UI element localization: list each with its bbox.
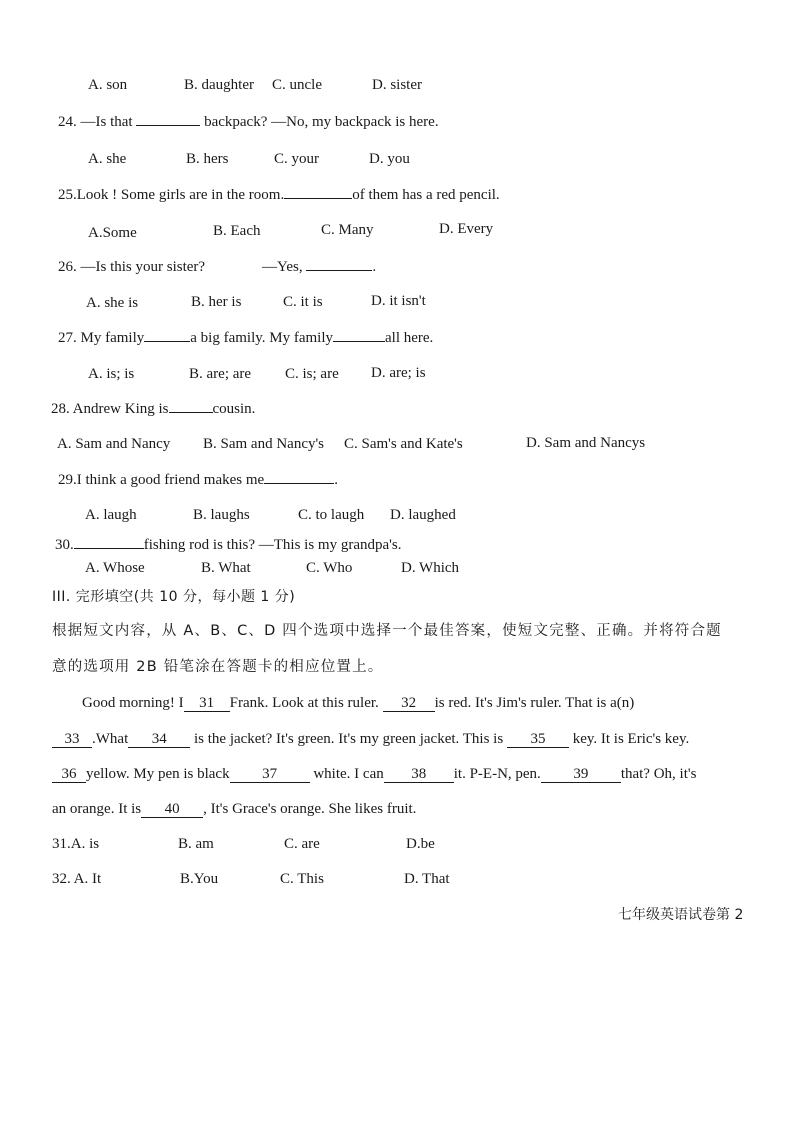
cloze-blank-34: 34 [128,731,190,748]
q30-option-a: A. Whose [85,560,145,576]
q28-option-a: A. Sam and Nancy [57,436,171,452]
passage-line-2: 33 .What 34 is the jacket? It's green. It's my green jacket. This is 35 key. It is Eric's key. [52,730,689,748]
q25-option-d: D. Every [439,221,494,237]
q27-option-b: B. are; are [189,366,252,382]
q29-option-c: C. to laugh [298,507,365,523]
q26-option-d: D. it isn't [371,293,426,309]
passage-line-1: Good morning! I 31 Frank. Look at this ruler. 32 is red. It's Jim's ruler. That is a(n) [82,695,635,711]
question-27: 27. My family a big family. My family all here. [58,330,434,346]
q29-option-d: D. laughed [390,507,456,523]
q31-option-c: C. are [284,836,320,852]
q27-option-c: C. is; are [285,366,339,382]
answer-blank [264,483,334,484]
q28-option-c: C. Sam's and Kate's [344,436,463,452]
q28-option-d: D. Sam and Nancys [526,435,646,451]
q32-option-c: C. This [280,871,324,887]
q31-option-b: B. am [178,836,214,852]
q26-option-b: B. her is [191,294,242,310]
q27-option-d: D. are; is [371,365,426,381]
q29-option-b: B. laughs [193,507,250,523]
answer-blank [144,341,190,342]
section-title: III. 完形填空(共 10 分，每小题 1 分) [52,589,296,605]
cloze-blank-31: 31 [184,695,230,712]
question-30: 30. fishing rod is this? —This is my grandpa's. [55,537,402,553]
cloze-blank-40: 40 [141,801,203,818]
q25-option-b: B. Each [213,223,261,239]
q31-option-d: D.be [406,836,435,852]
cloze-blank-37: 37 [230,766,310,783]
q23-option-a: A. son [88,77,128,93]
q24-option-c: C. your [274,151,319,167]
question-25: 25.Look ! Some girls are in the room. of them has a red pencil. [58,187,500,203]
q28-option-b: B. Sam and Nancy's [203,436,325,452]
question-29: 29.I think a good friend makes me . [58,472,338,488]
q31-option-a: 31.A. is [52,836,100,852]
page-footer: 七年级英语试卷第 2 [618,907,744,923]
q25-option-c: C. Many [321,222,374,238]
answer-blank [284,198,352,199]
q23-option-b: B. daughter [184,77,254,93]
q32-option-d: D. That [404,871,450,887]
q27-option-a: A. is; is [88,366,135,382]
cloze-blank-32: 32 [383,695,435,712]
q32-option-a: 32. A. It [52,871,102,887]
q30-option-b: B. What [201,560,251,576]
section-instructions-line1: 根据短文内容，从 A、B、C、D 四个选项中选择一个最佳答案，使短文完整、正确。并将符合题 [52,623,722,639]
answer-blank [306,270,372,271]
cloze-blank-39: 39 [541,766,621,783]
q24-option-b: B. hers [186,151,229,167]
q24-option-d: D. you [369,151,410,167]
question-26: 26. —Is this your sister? [58,259,206,275]
section-instructions-line2: 意的选项用 2B 铅笔涂在答题卡的相应位置上。 [52,659,384,675]
question-28: 28. Andrew King is cousin. [51,401,256,417]
cloze-blank-36: 36 [52,766,86,783]
question-26-answer: —Yes, . [262,259,377,275]
answer-blank [74,548,144,549]
cloze-blank-38: 38 [384,766,454,783]
q26-option-a: A. she is [86,295,139,311]
passage-line-3: 36 yellow. My pen is black 37 white. I can 38 it. P-E-N, pen. 39 that? Oh, it's [52,765,696,783]
q25-option-a: A.Some [88,225,137,241]
passage-line-4: an orange. It is 40 , It's Grace's orange. She likes fruit. [52,801,417,817]
cloze-blank-35: 35 [507,731,569,748]
q23-option-c: C. uncle [272,77,322,93]
q30-option-c: C. Who [306,560,353,576]
q32-option-b: B.You [180,871,219,887]
cloze-blank-33: 33 [52,731,92,748]
q26-option-c: C. it is [283,294,323,310]
answer-blank [333,341,385,342]
q29-option-a: A. laugh [85,507,137,523]
question-24: 24. —Is that backpack? —No, my backpack is here. [58,114,439,130]
answer-blank [169,412,213,413]
q30-option-d: D. Which [401,560,460,576]
answer-blank [136,125,200,126]
q24-option-a: A. she [88,151,127,167]
q23-option-d: D. sister [372,77,422,93]
